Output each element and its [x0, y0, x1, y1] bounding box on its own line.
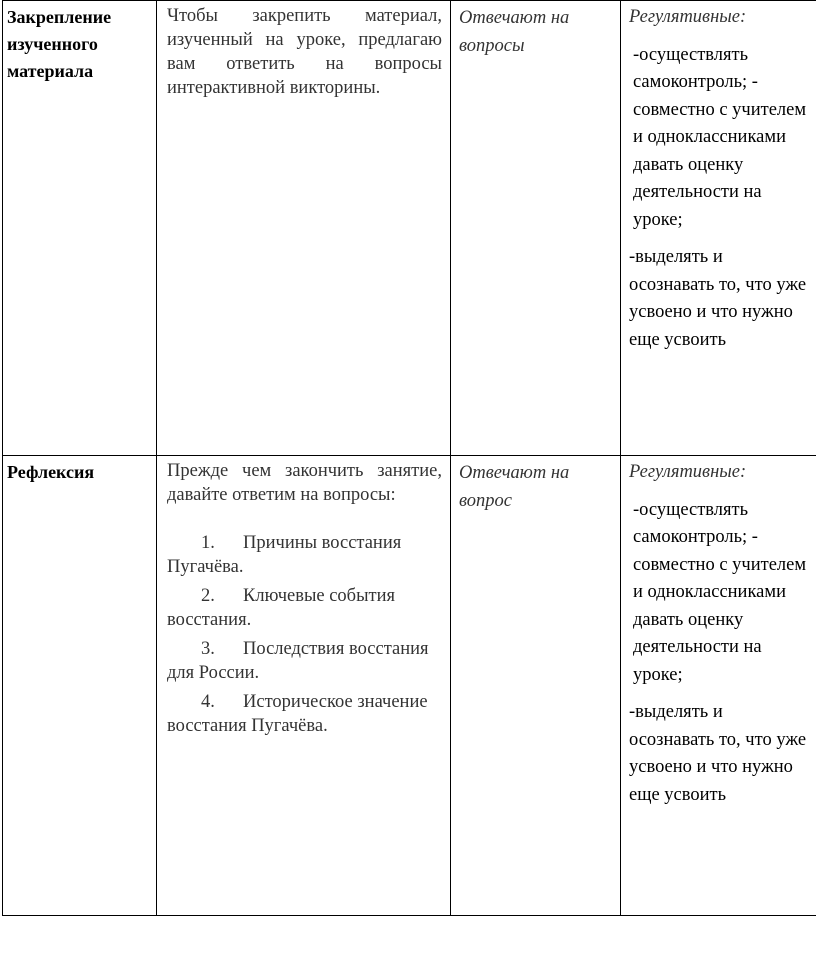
teacher-activity-cell	[157, 1, 451, 456]
teacher-text: Прежде чем закончить занятие, давайте ответим на вопросы:	[167, 461, 442, 505]
question-text: Последствия восстания для России.	[167, 639, 429, 683]
table-row	[3, 456, 816, 916]
question-list	[167, 531, 442, 738]
uud-title: Регулятивные:	[629, 462, 747, 482]
student-activity-cell	[451, 456, 621, 916]
table-row	[3, 1, 816, 456]
question-number: 4.	[201, 692, 215, 712]
stage-cell	[3, 1, 157, 456]
uud-item: -осуществлять самоконтроль; - совместно с учителем и одноклассниками давать оценку деятельности на уроке;	[633, 44, 807, 230]
question-number: 2.	[201, 586, 215, 606]
question-number: 3.	[201, 639, 215, 659]
uud-item: -выделять и осознавать то, что уже усвоено и что нужно еще усвоить	[629, 702, 807, 805]
stage-label: Закрепление изученного материала	[7, 7, 112, 81]
list-item	[167, 690, 442, 738]
list-item	[167, 637, 442, 685]
uud-item: -выделять и осознавать то, что уже усвоено и что нужно еще усвоить	[629, 247, 807, 350]
stage-cell	[3, 456, 157, 916]
lesson-plan-table	[2, 0, 816, 916]
question-number: 1.	[201, 533, 215, 553]
uud-cell	[621, 1, 816, 456]
question-text: Причины восстания Пугачёва.	[167, 533, 402, 577]
list-item	[167, 531, 442, 579]
student-activity-cell	[451, 1, 621, 456]
stage-label: Рефлексия	[7, 462, 95, 482]
uud-cell	[621, 456, 816, 916]
question-text: Ключевые события восстания.	[167, 586, 396, 630]
student-activity-text: Отвечают на вопрос	[459, 463, 570, 511]
student-activity-text: Отвечают на вопросы	[459, 8, 570, 56]
uud-title: Регулятивные:	[629, 7, 747, 27]
uud-item: -осуществлять самоконтроль; - совместно с учителем и одноклассниками давать оценку деятельности на уроке;	[633, 499, 807, 685]
question-text: Историческое значение восстания Пугачёва.	[167, 692, 428, 736]
teacher-activity-cell	[157, 456, 451, 916]
teacher-text: Чтобы закрепить материал, изученный на уроке, предлагаю вам ответить на вопросы интерактивной викторины.	[167, 6, 442, 98]
list-item	[167, 584, 442, 632]
